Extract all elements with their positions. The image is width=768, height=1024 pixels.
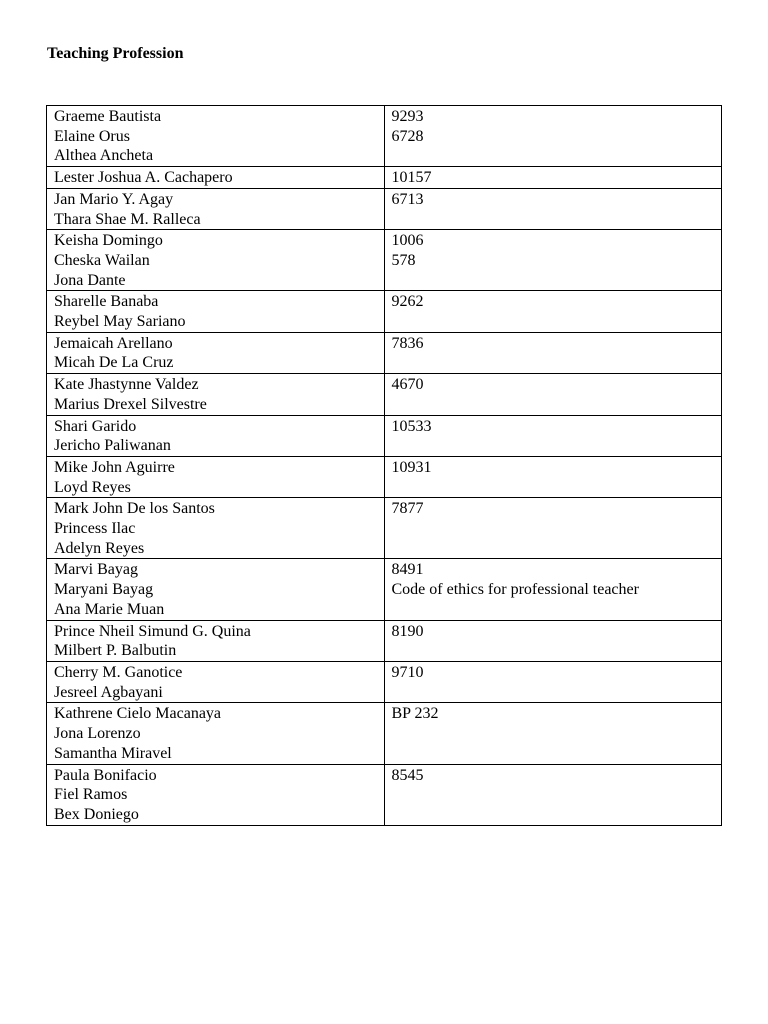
code-cell: [384, 703, 722, 764]
student-name: Cherry M. Ganotice: [54, 663, 183, 681]
student-name: Micah De La Cruz: [54, 354, 174, 372]
code-entry: 7877: [391, 500, 424, 518]
student-name: Jona Lorenzo: [54, 725, 141, 743]
code-cell: [384, 456, 722, 497]
student-name: Kate Jhastynne Valdez: [54, 376, 199, 394]
table-row: [47, 764, 722, 825]
table-body: [47, 106, 722, 826]
student-name: Maryani Bayag: [54, 581, 154, 599]
code-entry: 10533: [391, 417, 432, 435]
student-name: Mark John De los Santos: [54, 500, 215, 518]
student-name: Ana Marie Muan: [54, 600, 165, 618]
student-name: Prince Nheil Simund G. Quina: [54, 622, 251, 640]
table-row: [47, 106, 722, 167]
names-cell: [47, 498, 385, 559]
code-cell: [384, 230, 722, 291]
table-row: [47, 456, 722, 497]
code-cell: [384, 559, 722, 620]
code-entry: 578: [391, 251, 416, 269]
table-row: [47, 167, 722, 189]
student-name: Elaine Orus: [54, 127, 130, 145]
student-name: Adelyn Reyes: [54, 539, 145, 557]
code-entry: 1006: [391, 232, 424, 250]
code-cell: [384, 415, 722, 456]
student-name: Jesreel Agbayani: [54, 683, 163, 701]
table-row: [47, 703, 722, 764]
assignment-table: [46, 105, 722, 826]
code-cell: [384, 498, 722, 559]
code-entry: 10157: [391, 169, 432, 187]
names-cell: [47, 230, 385, 291]
code-entry: 8545: [391, 766, 424, 784]
student-name: Bex Doniego: [54, 805, 139, 823]
student-name: Graeme Bautista: [54, 108, 162, 125]
names-cell: [47, 106, 385, 167]
names-cell: [47, 661, 385, 702]
code-cell: [384, 374, 722, 415]
student-name: Marius Drexel Silvestre: [54, 395, 207, 413]
student-name: Reybel May Sariano: [54, 313, 186, 331]
code-cell: [384, 106, 722, 167]
table-row: [47, 230, 722, 291]
names-cell: [47, 559, 385, 620]
student-name: Kathrene Cielo Macanaya: [54, 705, 222, 723]
code-cell: [384, 188, 722, 229]
student-name: Jan Mario Y. Agay: [54, 190, 174, 208]
student-name: Paula Bonifacio: [54, 766, 157, 784]
code-entry: 8190: [391, 622, 424, 640]
code-entry: Code of ethics for professional teacher: [391, 581, 639, 599]
names-cell: [47, 620, 385, 661]
table-row: [47, 620, 722, 661]
student-name: Marvi Bayag: [54, 561, 138, 579]
student-name: Loyd Reyes: [54, 478, 131, 496]
names-cell: [47, 456, 385, 497]
code-cell: [384, 661, 722, 702]
student-name: Thara Shae M. Ralleca: [54, 210, 201, 228]
table-row: [47, 415, 722, 456]
code-entry: 9262: [391, 293, 424, 311]
student-name: Princess Ilac: [54, 520, 136, 538]
names-cell: [47, 764, 385, 825]
student-name: Jericho Paliwanan: [54, 437, 171, 455]
names-cell: [47, 167, 385, 189]
student-name: Cheska Wailan: [54, 251, 150, 269]
table-row: [47, 661, 722, 702]
code-cell: [384, 764, 722, 825]
student-name: Jemaicah Arellano: [54, 334, 173, 352]
code-cell: [384, 332, 722, 373]
code-entry: 10931: [391, 458, 432, 476]
table-row: [47, 332, 722, 373]
code-cell: [384, 620, 722, 661]
student-name: Keisha Domingo: [54, 232, 163, 250]
names-cell: [47, 291, 385, 332]
student-name: Lester Joshua A. Cachapero: [54, 169, 233, 187]
student-name: Althea Ancheta: [54, 147, 154, 165]
student-name: Fiel Ramos: [54, 786, 128, 804]
names-cell: [47, 703, 385, 764]
code-entry: 7836: [391, 334, 424, 352]
code-entry: 6728: [391, 127, 424, 145]
student-name: Samantha Miravel: [54, 744, 172, 762]
table-row: [47, 559, 722, 620]
code-entry: 8491: [391, 561, 424, 579]
names-cell: [47, 374, 385, 415]
table-row: [47, 498, 722, 559]
student-name: Shari Garido: [54, 417, 137, 435]
page-title: Teaching Profession: [47, 45, 184, 62]
code-entry: 4670: [391, 376, 424, 394]
names-cell: [47, 332, 385, 373]
student-name: Sharelle Banaba: [54, 293, 159, 311]
student-name: Mike John Aguirre: [54, 458, 175, 476]
code-entry: 9293: [391, 108, 424, 125]
code-entry: BP 232: [391, 705, 439, 723]
table-row: [47, 291, 722, 332]
table-row: [47, 188, 722, 229]
code-entry: 9710: [391, 663, 424, 681]
names-cell: [47, 188, 385, 229]
table-row: [47, 374, 722, 415]
code-entry: 6713: [391, 190, 424, 208]
code-cell: [384, 291, 722, 332]
student-name: Milbert P. Balbutin: [54, 642, 177, 660]
student-name: Jona Dante: [54, 271, 126, 289]
names-cell: [47, 415, 385, 456]
code-cell: [384, 167, 722, 189]
